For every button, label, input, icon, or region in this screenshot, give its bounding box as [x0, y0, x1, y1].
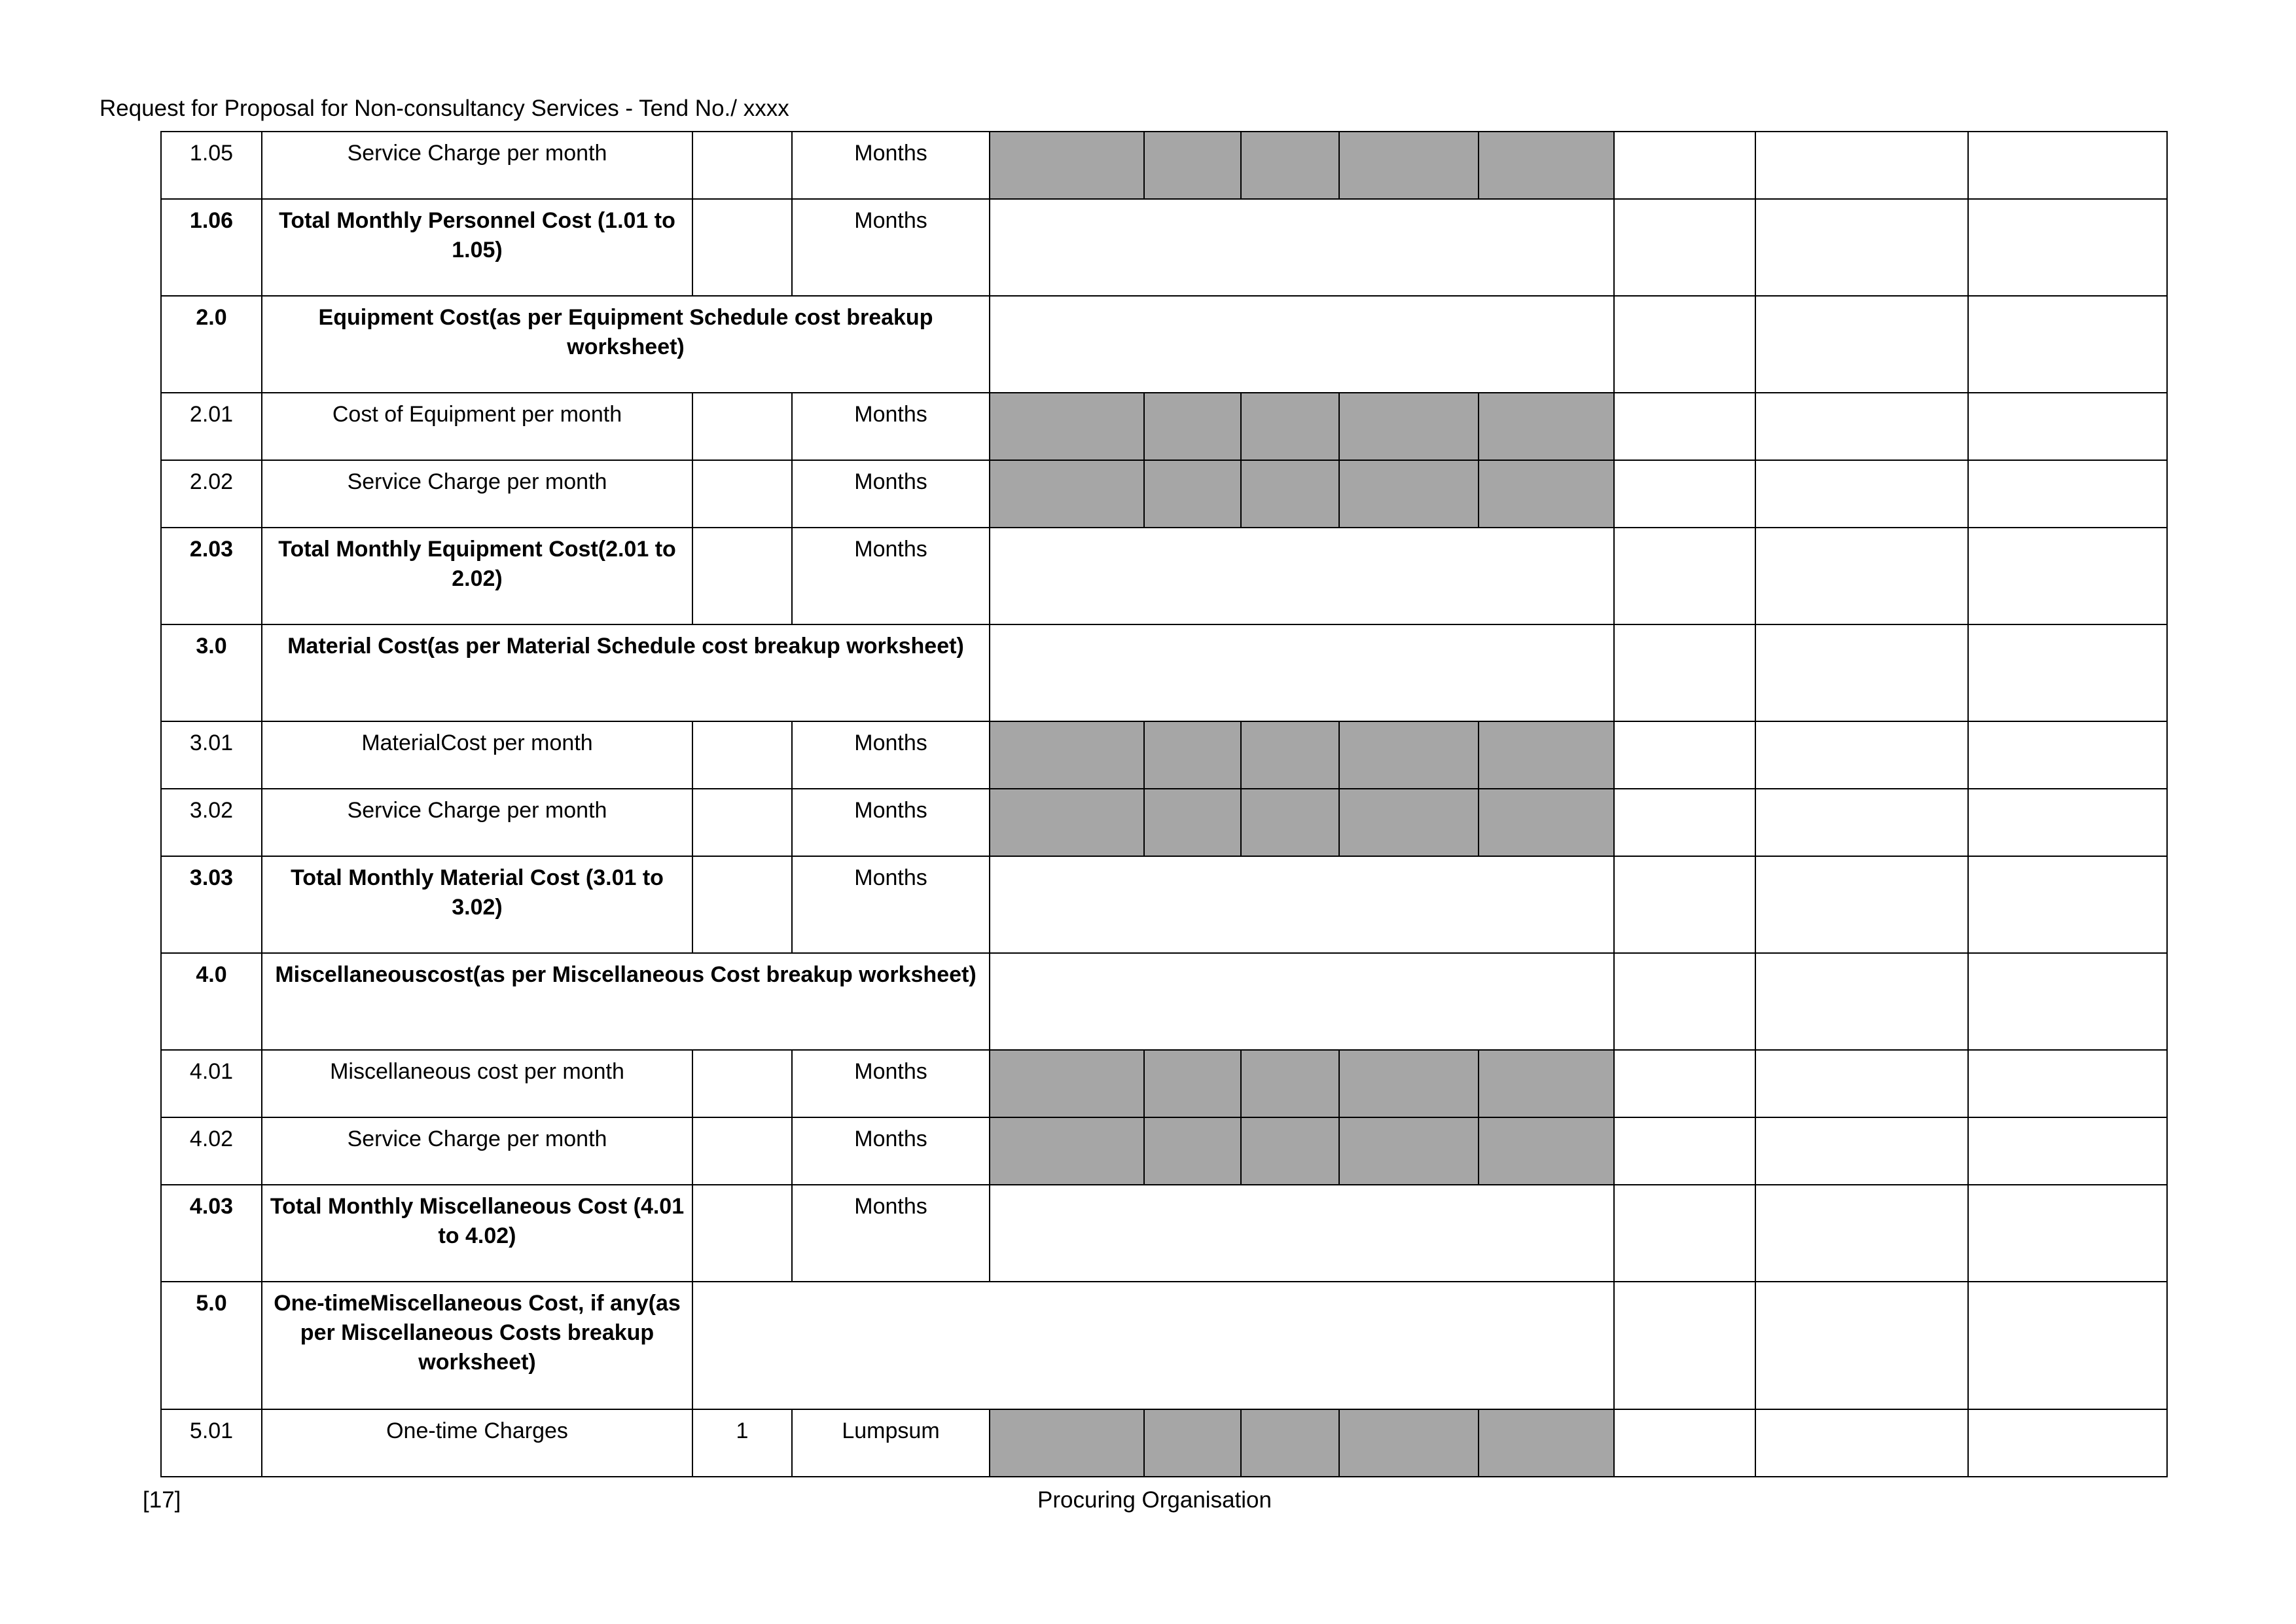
merged-empty-cell	[990, 296, 1614, 393]
amount-cell	[1755, 856, 1968, 953]
unit-cell: Lumpsum	[792, 1409, 990, 1477]
description-cell: One-timeMiscellaneous Cost, if any(as per Miscellaneous Costs breakup worksheet)	[262, 1282, 692, 1409]
item-number-cell: 2.01	[161, 393, 262, 460]
amount-cell	[1614, 856, 1755, 953]
table-row	[161, 1185, 2167, 1282]
table-row	[161, 856, 2167, 953]
amount-cell	[1755, 460, 1968, 528]
table-row	[161, 528, 2167, 624]
unit-cell: Months	[792, 721, 990, 789]
shaded-input-cell	[1339, 1117, 1479, 1185]
merged-empty-cell	[990, 1185, 1614, 1282]
amount-cell	[1614, 199, 1755, 296]
amount-cell	[1614, 1282, 1755, 1409]
unit-cell: Months	[792, 856, 990, 953]
merged-empty-cell	[990, 856, 1614, 953]
description-cell: Service Charge per month	[262, 789, 692, 856]
table-row	[161, 132, 2167, 199]
description-cell: MaterialCost per month	[262, 721, 692, 789]
amount-cell	[1614, 132, 1755, 199]
amount-cell	[1755, 1117, 1968, 1185]
amount-cell	[1968, 1282, 2167, 1409]
amount-cell	[1755, 393, 1968, 460]
shaded-input-cell	[1144, 789, 1241, 856]
amount-cell	[1968, 953, 2167, 1050]
amount-cell	[1755, 528, 1968, 624]
amount-cell	[1968, 1185, 2167, 1282]
shaded-input-cell	[1144, 132, 1241, 199]
description-cell: One-time Charges	[262, 1409, 692, 1477]
unit-cell: Months	[792, 460, 990, 528]
amount-cell	[1614, 624, 1755, 721]
unit-cell: Months	[792, 789, 990, 856]
merged-empty-cell	[990, 624, 1614, 721]
merged-empty-cell	[990, 199, 1614, 296]
unit-cell: Months	[792, 132, 990, 199]
amount-cell	[1968, 393, 2167, 460]
shaded-input-cell	[1479, 132, 1614, 199]
shaded-input-cell	[1144, 1409, 1241, 1477]
amount-cell	[1614, 1185, 1755, 1282]
shaded-input-cell	[1241, 789, 1339, 856]
amount-cell	[1614, 1050, 1755, 1117]
amount-cell	[1614, 789, 1755, 856]
table-row	[161, 721, 2167, 789]
table-row	[161, 1409, 2167, 1477]
amount-cell	[1755, 1185, 1968, 1282]
amount-cell	[1755, 132, 1968, 199]
unit-cell: Months	[792, 1050, 990, 1117]
shaded-input-cell	[1144, 721, 1241, 789]
description-cell: Service Charge per month	[262, 1117, 692, 1185]
amount-cell	[1755, 1282, 1968, 1409]
amount-cell	[1614, 953, 1755, 1050]
unit-cell: Months	[792, 199, 990, 296]
item-number-cell: 1.05	[161, 132, 262, 199]
shaded-input-cell	[1339, 460, 1479, 528]
page-number: [17]	[143, 1487, 181, 1513]
amount-cell	[1755, 296, 1968, 393]
amount-cell	[1968, 199, 2167, 296]
item-number-cell: 4.0	[161, 953, 262, 1050]
item-number-cell: 1.06	[161, 199, 262, 296]
cost-table-body	[161, 132, 2167, 1477]
shaded-input-cell	[1479, 1117, 1614, 1185]
unit-cell: Months	[792, 528, 990, 624]
unit-cell: Months	[792, 1117, 990, 1185]
shaded-input-cell	[1339, 132, 1479, 199]
shaded-input-cell	[990, 1050, 1144, 1117]
shaded-input-cell	[1241, 721, 1339, 789]
amount-cell	[1968, 624, 2167, 721]
amount-cell	[1968, 528, 2167, 624]
amount-cell	[1968, 1409, 2167, 1477]
table-row	[161, 1050, 2167, 1117]
shaded-input-cell	[1241, 393, 1339, 460]
description-cell: Equipment Cost(as per Equipment Schedule cost breakup worksheet)	[262, 296, 990, 393]
description-cell: Total Monthly Material Cost (3.01 to 3.02)	[262, 856, 692, 953]
shaded-input-cell	[990, 1409, 1144, 1477]
amount-cell	[1755, 721, 1968, 789]
table-row	[161, 393, 2167, 460]
item-number-cell: 3.0	[161, 624, 262, 721]
amount-cell	[1614, 721, 1755, 789]
quantity-cell	[692, 1050, 792, 1117]
shaded-input-cell	[1241, 1409, 1339, 1477]
table-row	[161, 1117, 2167, 1185]
amount-cell	[1968, 1050, 2167, 1117]
document-title: Request for Proposal for Non-consultancy Services - Tend No./ xxxx	[99, 96, 789, 121]
shaded-input-cell	[990, 132, 1144, 199]
document-footer	[143, 1487, 2166, 1513]
quantity-cell	[692, 199, 792, 296]
shaded-input-cell	[1339, 721, 1479, 789]
shaded-input-cell	[1479, 1050, 1614, 1117]
shaded-input-cell	[1144, 460, 1241, 528]
amount-cell	[1614, 1409, 1755, 1477]
merged-empty-cell	[692, 1282, 1614, 1409]
amount-cell	[1968, 789, 2167, 856]
description-cell: Service Charge per month	[262, 460, 692, 528]
cost-table-container	[160, 131, 2168, 1477]
description-cell: Total Monthly Equipment Cost(2.01 to 2.02)	[262, 528, 692, 624]
description-cell: Miscellaneouscost(as per Miscellaneous Cost breakup worksheet)	[262, 953, 990, 1050]
quantity-cell	[692, 460, 792, 528]
quantity-cell	[692, 1185, 792, 1282]
amount-cell	[1968, 132, 2167, 199]
shaded-input-cell	[990, 721, 1144, 789]
amount-cell	[1968, 721, 2167, 789]
item-number-cell: 3.01	[161, 721, 262, 789]
amount-cell	[1968, 1117, 2167, 1185]
amount-cell	[1968, 856, 2167, 953]
quantity-cell	[692, 528, 792, 624]
cost-table	[160, 131, 2168, 1477]
shaded-input-cell	[990, 1117, 1144, 1185]
item-number-cell: 4.03	[161, 1185, 262, 1282]
item-number-cell: 4.01	[161, 1050, 262, 1117]
table-row	[161, 460, 2167, 528]
shaded-input-cell	[1339, 1409, 1479, 1477]
shaded-input-cell	[1339, 1050, 1479, 1117]
table-row	[161, 953, 2167, 1050]
item-number-cell: 4.02	[161, 1117, 262, 1185]
shaded-input-cell	[990, 460, 1144, 528]
amount-cell	[1755, 953, 1968, 1050]
amount-cell	[1755, 1050, 1968, 1117]
footer-organisation-label: Procuring Organisation	[1037, 1487, 1272, 1513]
quantity-cell	[692, 393, 792, 460]
table-row	[161, 199, 2167, 296]
table-row	[161, 624, 2167, 721]
description-cell: Total Monthly Miscellaneous Cost (4.01 to 4.02)	[262, 1185, 692, 1282]
shaded-input-cell	[1479, 393, 1614, 460]
amount-cell	[1614, 296, 1755, 393]
item-number-cell: 2.03	[161, 528, 262, 624]
item-number-cell: 3.02	[161, 789, 262, 856]
shaded-input-cell	[1479, 1409, 1614, 1477]
item-number-cell: 3.03	[161, 856, 262, 953]
shaded-input-cell	[1339, 393, 1479, 460]
item-number-cell: 2.02	[161, 460, 262, 528]
amount-cell	[1614, 1117, 1755, 1185]
description-cell: Total Monthly Personnel Cost (1.01 to 1.05)	[262, 199, 692, 296]
amount-cell	[1968, 460, 2167, 528]
amount-cell	[1755, 1409, 1968, 1477]
item-number-cell: 2.0	[161, 296, 262, 393]
quantity-cell	[692, 789, 792, 856]
shaded-input-cell	[990, 789, 1144, 856]
amount-cell	[1755, 789, 1968, 856]
amount-cell	[1614, 393, 1755, 460]
amount-cell	[1614, 460, 1755, 528]
amount-cell	[1755, 624, 1968, 721]
item-number-cell: 5.0	[161, 1282, 262, 1409]
unit-cell: Months	[792, 393, 990, 460]
quantity-cell	[692, 1117, 792, 1185]
description-cell: Miscellaneous cost per month	[262, 1050, 692, 1117]
shaded-input-cell	[1479, 460, 1614, 528]
quantity-cell	[692, 856, 792, 953]
unit-cell: Months	[792, 1185, 990, 1282]
table-row	[161, 1282, 2167, 1409]
shaded-input-cell	[990, 393, 1144, 460]
shaded-input-cell	[1479, 789, 1614, 856]
shaded-input-cell	[1241, 132, 1339, 199]
shaded-input-cell	[1479, 721, 1614, 789]
shaded-input-cell	[1339, 789, 1479, 856]
quantity-cell	[692, 132, 792, 199]
description-cell: Cost of Equipment per month	[262, 393, 692, 460]
item-number-cell: 5.01	[161, 1409, 262, 1477]
shaded-input-cell	[1144, 1050, 1241, 1117]
amount-cell	[1614, 528, 1755, 624]
amount-cell	[1968, 296, 2167, 393]
table-row	[161, 789, 2167, 856]
shaded-input-cell	[1241, 1050, 1339, 1117]
table-row	[161, 296, 2167, 393]
description-cell: Service Charge per month	[262, 132, 692, 199]
shaded-input-cell	[1241, 460, 1339, 528]
quantity-cell: 1	[692, 1409, 792, 1477]
amount-cell	[1755, 199, 1968, 296]
merged-empty-cell	[990, 953, 1614, 1050]
description-cell: Material Cost(as per Material Schedule cost breakup worksheet)	[262, 624, 990, 721]
merged-empty-cell	[990, 528, 1614, 624]
shaded-input-cell	[1144, 393, 1241, 460]
quantity-cell	[692, 721, 792, 789]
shaded-input-cell	[1241, 1117, 1339, 1185]
shaded-input-cell	[1144, 1117, 1241, 1185]
